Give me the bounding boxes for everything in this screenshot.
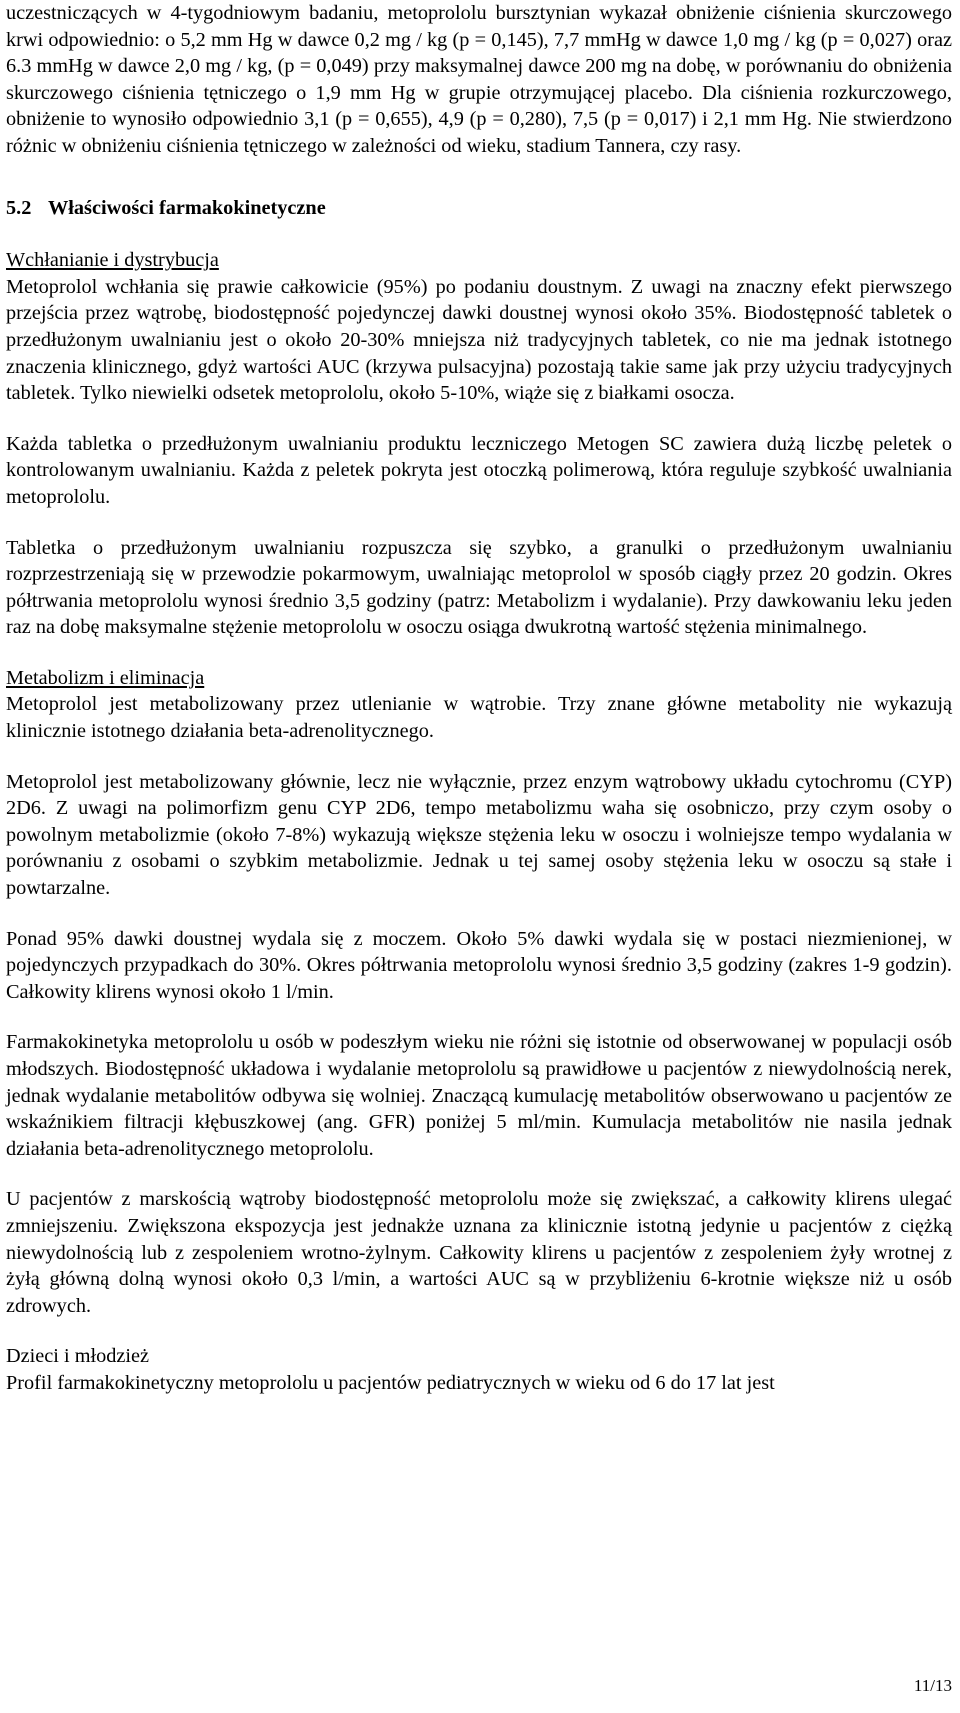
metabolism-paragraph-5: U pacjentów z marskością wątroby biodostępność metoprololu może się zwiększać, a całkowity klirens ulegać zmniejszeniu. Zwiększona ekspozycja jest jednakże uznana za klinicznie istotną jedynie u pacjentów z ciężką niewydolnością lub z zespoleniem wrotno-żylnym. Całkowity klirens u pacjentów z zespoleniem żyły wrotnej z żyłą główną dolną wynosi około 0,3 l/min, a wartości AUC są w przybliżeniu 6-krotnie większe niż u osób zdrowych. [6,1188,952,1317]
absorption-paragraph-2: Każda tabletka o przedłużonym uwalnianiu produktu leczniczego Metogen SC zawiera dużą liczbę peletek o kontrolowanym uwalnianiu. Każda z peletek pokryta jest otoczką polimerową, która reguluje szybkość uwalniania metoprololu. [6,432,952,508]
metabolism-paragraph-3: Ponad 95% dawki doustnej wydala się z moczem. Około 5% dawki wydala się w postaci niezmienionej, w pojedynczych przypadkach do 30%. Okres półtrwania metoprololu wynosi średnio 3,5 godziny (zakres 1-9 godzin). Całkowity klirens wynosi około 1 l/min. [6,927,952,1003]
absorption-paragraph-3: Tabletka o przedłużonym uwalnianiu rozpuszcza się szybko, a granulki o przedłużonym uwalnianiu rozprzestrzeniają się w przewodzie pokarmowym, uwalniając metoprolol w sposób ciągły przez 20 godzin. Okres półtrwania metoprololu wynosi średnio 3,5 godziny (patrz: Metabolizm i wydalanie). Przy dawkowaniu leku jeden raz na dobę maksymalne stężenie metoprololu w osoczu osiąga dwukrotną wartość stężenia minimalnego. [6,536,952,639]
absorption-subheading: Wchłanianie i dystrybucja [6,249,219,272]
intro-paragraph: uczestniczących w 4-tygodniowym badaniu, metoprololu bursztynian wykazał obniżenie ciśnienia skurczowego krwi odpowiednio: o 5,2 mm Hg w dawce 0,2 mg / kg (p = 0,145), 7,7 mmHg w dawce 1,0 mg / kg (p = 0,027) oraz 6.3 mmHg w dawce 2,0 mg / kg, (p = 0,049) przy maksymalnej dawce 200 mg na dobę, w porównaniu do obniżenia skurczowego ciśnienia tętniczego o 1,9 mm Hg w grupie otrzymującej placebo. Dla ciśnienia rozkurczowego, obniżenie to wynosiło odpowiednio 3,1 (p = 0,655), 4,9 (p = 0,280), 7,5 (p = 0,017) i 2,1 mm Hg. Nie stwierdzono różnic w obniżeniu ciśnienia tętniczego w zależności od wieku, stadium Tannera, czy rasy. [6,2,952,157]
section-heading [6,195,952,222]
page-number: 11/13 [913,1676,952,1695]
metabolism-paragraph-1: Metoprolol jest metabolizowany przez utlenianie w wątrobie. Trzy znane główne metabolity nie wykazują klinicznie istotnego działania beta-adrenolitycznego. [6,693,952,743]
metabolism-subheading: Metabolizm i eliminacja [6,666,205,689]
section-title: Właściwości farmakokinetyczne [48,196,326,219]
section-number: 5.2 [6,196,32,219]
children-subheading: Dzieci i młodzież [6,1345,150,1368]
children-paragraph-1: Profil farmakokinetyczny metoprololu u pacjentów pediatrycznych w wieku od 6 do 17 lat jest [6,1371,775,1394]
absorption-paragraph-1: Metoprolol wchłania się prawie całkowicie (95%) po podaniu doustnym. Z uwagi na znaczny efekt pierwszego przejścia przez wątrobę, biodostępność pojedynczej dawki doustnej wynosi około 35%. Biodostępność tabletek o przedłużonym uwalnianiu jest o około 20-30% mniejsza niż tradycyjnych tabletek, co nie ma jednak istotnego znaczenia klinicznego, gdyż wartości AUC (krzywa pulsacyjna) pozostają takie same jak przy użyciu tradycyjnych tabletek. Tylko niewielki odsetek metoprololu, około 5-10%, wiąże się z białkami osocza. [6,275,952,405]
metabolism-paragraph-2: Metoprolol jest metabolizowany głównie, lecz nie wyłącznie, przez enzym wątrobowy układu cytochromu (CYP) 2D6. Z uwagi na polimorfizm genu CYP 2D6, tempo metabolizmu waha się osobniczo, przy czym osoby o powolnym metabolizmie (około 7-8%) wykazują większe stężenia leku w osoczu i wolniejsze tempo wydalania w porównaniu z osobami o szybkim metabolizmie. Jednak u tej samej osoby stężenia leku w osoczu są stałe i powtarzalne. [6,770,952,900]
metabolism-paragraph-4: Farmakokinetyka metoprololu u osób w podeszłym wieku nie różni się istotnie od obserwowanej w populacji osób młodszych. Biodostępność układowa i wydalanie metoprololu są prawidłowe u pacjentów z niewydolnością nerek, jednak wydalanie metabolitów odbywa się wolniej. Znaczącą kumulację metabolitów obserwowano u pacjentów ze wskaźnikiem filtracji kłębuszkowej (ang. GFR) poniżej 5 ml/min. Kumulacja metabolitów nie nasila jednak działania beta-adrenolitycznego metoprololu. [6,1031,952,1160]
document-page [6,0,952,1397]
